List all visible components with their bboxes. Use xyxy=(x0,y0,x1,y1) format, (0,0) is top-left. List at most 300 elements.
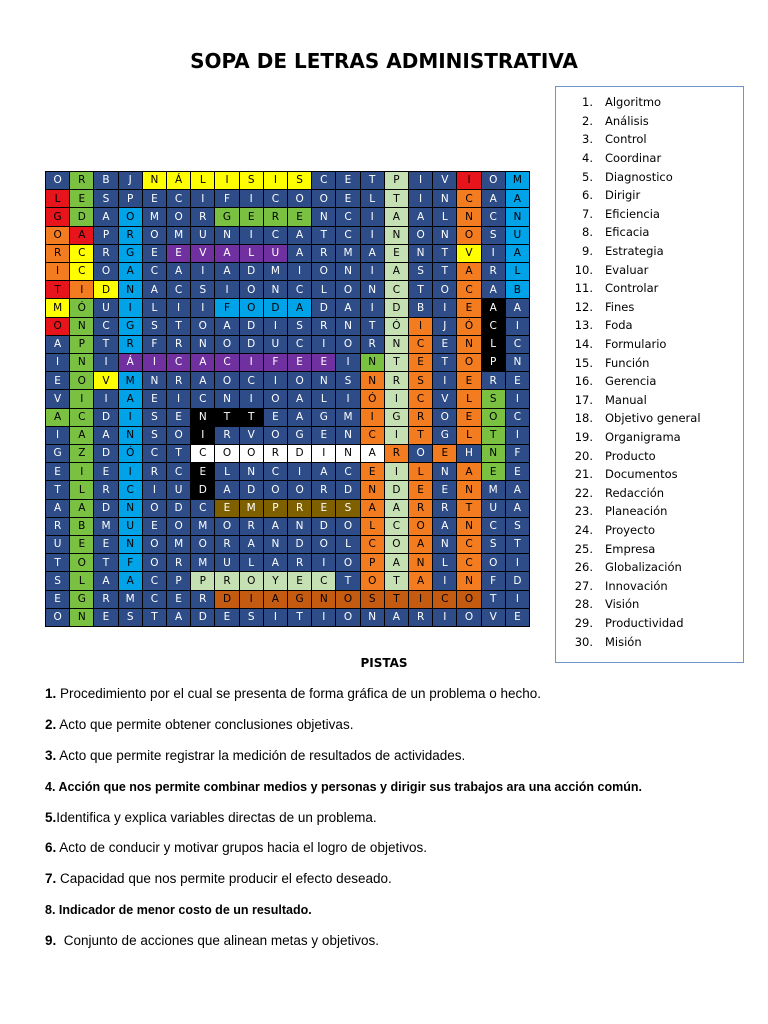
grid-cell: L xyxy=(240,554,263,571)
grid-cell: N xyxy=(143,172,166,189)
grid-cell: N xyxy=(433,536,456,553)
grid-cell: N xyxy=(457,481,480,498)
grid-cell: L xyxy=(482,336,505,353)
clue-text: Acto que permite obtener conclusiones objetivas. xyxy=(56,716,354,732)
grid-cell: I xyxy=(70,390,93,407)
word-list-item xyxy=(556,242,743,261)
grid-cell: Á xyxy=(119,354,142,371)
word-list-item xyxy=(556,428,743,447)
grid-cell: N xyxy=(70,318,93,335)
grid-cell: T xyxy=(46,554,69,571)
grid-cell: P xyxy=(385,172,408,189)
grid-cell: D xyxy=(70,208,93,225)
grid-cell: S xyxy=(191,281,214,298)
word-number: 15. xyxy=(574,355,593,370)
word-number: 25. xyxy=(574,541,593,556)
grid-cell: A xyxy=(215,481,238,498)
word-number: 30. xyxy=(574,634,593,649)
grid-cell: M xyxy=(336,245,359,262)
grid-cell: D xyxy=(312,299,335,316)
grid-cell: O xyxy=(433,281,456,298)
grid-cell: O xyxy=(361,572,384,589)
grid-cell: A xyxy=(167,263,190,280)
clue-number: 3. xyxy=(45,747,57,763)
grid-cell: J xyxy=(119,172,142,189)
grid-cell: A xyxy=(94,208,117,225)
grid-cell: I xyxy=(361,299,384,316)
grid-cell: R xyxy=(264,208,287,225)
grid-cell: D xyxy=(191,481,214,498)
word-number: 22. xyxy=(574,485,593,500)
word-list-box xyxy=(555,86,744,663)
grid-cell: O xyxy=(215,518,238,535)
grid-cell: T xyxy=(46,481,69,498)
grid-cell: D xyxy=(240,318,263,335)
grid-cell: I xyxy=(288,463,311,480)
grid-cell: O xyxy=(336,281,359,298)
grid-cell: E xyxy=(215,609,238,626)
word-text: Evaluar xyxy=(605,262,649,277)
grid-cell: C xyxy=(119,481,142,498)
grid-cell: S xyxy=(336,372,359,389)
word-number: 12. xyxy=(574,299,593,314)
grid-cell: N xyxy=(409,245,432,262)
grid-cell: N xyxy=(361,281,384,298)
grid-cell: C xyxy=(457,281,480,298)
grid-cell: U xyxy=(46,536,69,553)
grid-cell: O xyxy=(409,518,432,535)
grid-cell: S xyxy=(46,572,69,589)
grid-cell: L xyxy=(46,190,69,207)
grid-cell: N xyxy=(409,554,432,571)
word-text: Algoritmo xyxy=(605,95,662,110)
clue-text: Acto que permite registrar la medición de resultados de actividades. xyxy=(56,747,466,763)
grid-cell: L xyxy=(312,390,335,407)
grid-cell: O xyxy=(143,536,166,553)
grid-cell: C xyxy=(506,336,529,353)
grid-cell: I xyxy=(264,372,287,389)
clue-text: Procedimiento por el cual se presenta de forma gráfica de un problema o hecho. xyxy=(56,686,542,701)
grid-cell: A xyxy=(506,299,529,316)
grid-cell: A xyxy=(264,554,287,571)
grid-cell: C xyxy=(167,463,190,480)
grid-cell: O xyxy=(215,445,238,462)
grid-cell: T xyxy=(482,591,505,608)
grid-cell: P xyxy=(191,572,214,589)
grid-cell: A xyxy=(288,227,311,244)
grid-cell: O xyxy=(215,372,238,389)
word-number: 20. xyxy=(574,448,593,463)
grid-cell: A xyxy=(70,227,93,244)
word-number: 26. xyxy=(574,560,593,575)
grid-cell: N xyxy=(336,318,359,335)
grid-cell: C xyxy=(167,354,190,371)
grid-cell: I xyxy=(433,572,456,589)
grid-cell: E xyxy=(167,591,190,608)
grid-cell: O xyxy=(264,390,287,407)
grid-cell: N xyxy=(385,227,408,244)
grid-cell: R xyxy=(264,445,287,462)
word-text: Eficiencia xyxy=(605,206,660,221)
grid-cell: M xyxy=(191,518,214,535)
grid-cell: G xyxy=(46,208,69,225)
grid-cell: P xyxy=(119,190,142,207)
grid-cell: C xyxy=(191,390,214,407)
grid-cell: A xyxy=(70,427,93,444)
grid-cell: V xyxy=(482,609,505,626)
grid-cell: S xyxy=(143,318,166,335)
grid-cell: T xyxy=(385,572,408,589)
word-list-item xyxy=(556,539,743,558)
grid-cell: E xyxy=(70,190,93,207)
grid-cell: G xyxy=(433,427,456,444)
word-list-item xyxy=(556,205,743,224)
grid-cell: A xyxy=(167,609,190,626)
grid-cell: G xyxy=(312,409,335,426)
grid-cell: C xyxy=(361,536,384,553)
grid-cell: I xyxy=(409,591,432,608)
word-number: 11. xyxy=(574,281,593,296)
grid-cell: I xyxy=(385,390,408,407)
grid-cell: S xyxy=(482,390,505,407)
word-text: Dirigir xyxy=(605,188,641,203)
grid-cell: S xyxy=(288,318,311,335)
grid-cell: I xyxy=(215,172,238,189)
word-number: 13. xyxy=(574,318,593,333)
grid-cell: O xyxy=(191,536,214,553)
grid-cell: A xyxy=(506,500,529,517)
clue-text: Indicador de menor costo de un resultado. xyxy=(55,903,312,918)
grid-cell: G xyxy=(385,409,408,426)
word-text: Diagnostico xyxy=(605,169,673,184)
grid-cell: E xyxy=(433,445,456,462)
word-list-item xyxy=(556,335,743,354)
word-text: Estrategia xyxy=(605,244,664,259)
grid-cell: L xyxy=(240,245,263,262)
grid-cell: S xyxy=(288,172,311,189)
grid-cell: L xyxy=(361,518,384,535)
grid-cell: I xyxy=(385,463,408,480)
grid-cell: C xyxy=(336,463,359,480)
grid-cell: U xyxy=(482,500,505,517)
grid-cell: M xyxy=(119,372,142,389)
grid-cell: Á xyxy=(167,172,190,189)
word-list-item xyxy=(556,167,743,186)
grid-cell: N xyxy=(264,281,287,298)
grid-cell: T xyxy=(385,190,408,207)
grid-cell: E xyxy=(312,354,335,371)
word-text: Misión xyxy=(605,634,642,649)
word-text: Proyecto xyxy=(605,522,655,537)
word-list-item xyxy=(556,595,743,614)
grid-cell: N xyxy=(361,372,384,389)
grid-cell: I xyxy=(167,299,190,316)
grid-cell: O xyxy=(167,208,190,225)
word-text: Control xyxy=(605,132,647,147)
grid-cell: E xyxy=(433,481,456,498)
clue-item xyxy=(45,930,745,961)
grid-cell: O xyxy=(288,190,311,207)
grid-cell: A xyxy=(361,245,384,262)
grid-cell: I xyxy=(312,336,335,353)
word-text: Organigrama xyxy=(605,429,681,444)
grid-cell: M xyxy=(240,500,263,517)
grid-cell: C xyxy=(482,318,505,335)
grid-cell: R xyxy=(312,318,335,335)
grid-cell: L xyxy=(506,263,529,280)
grid-cell: N xyxy=(191,336,214,353)
clue-text: Acción que nos permite combinar medios y personas y dirigir sus trabajos ara una acción común. xyxy=(55,779,642,794)
word-text: Visión xyxy=(605,597,640,612)
grid-cell: R xyxy=(482,372,505,389)
grid-cell: N xyxy=(361,609,384,626)
grid-cell: B xyxy=(409,299,432,316)
grid-cell: O xyxy=(312,263,335,280)
grid-cell: O xyxy=(143,227,166,244)
grid-cell: G xyxy=(119,245,142,262)
grid-cell: N xyxy=(457,336,480,353)
grid-cell: D xyxy=(240,336,263,353)
grid-cell: E xyxy=(506,372,529,389)
grid-cell: A xyxy=(264,591,287,608)
grid-cell: N xyxy=(385,336,408,353)
grid-cell: A xyxy=(215,263,238,280)
grid-cell: C xyxy=(457,554,480,571)
word-text: Manual xyxy=(605,392,647,407)
grid-cell: J xyxy=(433,318,456,335)
grid-cell: A xyxy=(409,536,432,553)
clue-item xyxy=(45,837,745,868)
grid-cell: C xyxy=(457,536,480,553)
grid-cell: N xyxy=(506,208,529,225)
grid-cell: A xyxy=(385,500,408,517)
grid-cell: O xyxy=(409,445,432,462)
grid-cell: N xyxy=(457,572,480,589)
grid-cell: N xyxy=(506,354,529,371)
word-number: 2. xyxy=(582,113,593,128)
grid-cell: N xyxy=(119,281,142,298)
clue-number: 4. xyxy=(45,779,56,794)
grid-cell: C xyxy=(385,518,408,535)
grid-cell: I xyxy=(264,172,287,189)
grid-cell: P xyxy=(361,554,384,571)
grid-cell: E xyxy=(70,536,93,553)
grid-cell: O xyxy=(240,445,263,462)
grid-cell: O xyxy=(70,554,93,571)
grid-cell: C xyxy=(143,591,166,608)
grid-cell: A xyxy=(409,208,432,225)
grid-cell: O xyxy=(167,427,190,444)
grid-cell: C xyxy=(409,336,432,353)
grid-cell: N xyxy=(336,445,359,462)
grid-cell: E xyxy=(143,390,166,407)
grid-cell: C xyxy=(409,390,432,407)
grid-cell: A xyxy=(143,281,166,298)
grid-cell: T xyxy=(288,609,311,626)
clue-number: 8. xyxy=(45,903,56,918)
grid-cell: M xyxy=(264,263,287,280)
grid-cell: A xyxy=(119,572,142,589)
grid-cell: O xyxy=(70,372,93,389)
grid-cell: O xyxy=(119,208,142,225)
grid-cell: V xyxy=(457,245,480,262)
grid-cell: P xyxy=(167,572,190,589)
grid-cell: A xyxy=(119,263,142,280)
word-number: 8. xyxy=(582,225,593,240)
grid-cell: E xyxy=(457,409,480,426)
grid-cell: O xyxy=(457,609,480,626)
grid-cell: V xyxy=(433,172,456,189)
grid-cell: G xyxy=(70,591,93,608)
grid-cell: F xyxy=(143,336,166,353)
grid-cell: O xyxy=(167,518,190,535)
grid-cell: O xyxy=(46,227,69,244)
word-number: 1. xyxy=(582,95,593,110)
word-number: 29. xyxy=(574,615,593,630)
grid-cell: T xyxy=(482,427,505,444)
grid-cell: E xyxy=(457,372,480,389)
grid-cell: A xyxy=(361,445,384,462)
grid-cell: U xyxy=(264,245,287,262)
grid-cell: L xyxy=(191,172,214,189)
grid-cell: C xyxy=(264,463,287,480)
grid-cell: N xyxy=(433,190,456,207)
word-list-item xyxy=(556,353,743,372)
grid-cell: E xyxy=(143,245,166,262)
grid-cell: O xyxy=(336,591,359,608)
grid-cell: O xyxy=(336,518,359,535)
grid-cell: T xyxy=(312,227,335,244)
grid-cell: L xyxy=(457,390,480,407)
grid-cell: P xyxy=(94,227,117,244)
grid-cell: I xyxy=(119,463,142,480)
grid-cell: I xyxy=(240,227,263,244)
grid-cell: C xyxy=(94,318,117,335)
grid-cell: L xyxy=(433,208,456,225)
word-list-item xyxy=(556,130,743,149)
grid-cell: R xyxy=(312,481,335,498)
grid-cell: B xyxy=(94,172,117,189)
grid-cell: A xyxy=(264,518,287,535)
grid-cell: I xyxy=(240,390,263,407)
grid-cell: C xyxy=(70,263,93,280)
grid-cell: O xyxy=(457,227,480,244)
grid-cell: C xyxy=(143,263,166,280)
grid-cell: I xyxy=(264,609,287,626)
word-list-item xyxy=(556,632,743,651)
grid-cell: I xyxy=(409,190,432,207)
word-list-item xyxy=(556,502,743,521)
grid-cell: C xyxy=(433,591,456,608)
grid-cell: N xyxy=(191,409,214,426)
grid-cell: N xyxy=(119,536,142,553)
grid-cell: I xyxy=(94,390,117,407)
grid-cell: A xyxy=(385,554,408,571)
grid-cell: A xyxy=(385,263,408,280)
grid-cell: E xyxy=(312,427,335,444)
grid-cell: R xyxy=(46,245,69,262)
grid-cell: R xyxy=(119,227,142,244)
word-list-item xyxy=(556,558,743,577)
grid-cell: E xyxy=(94,463,117,480)
grid-cell: R xyxy=(46,518,69,535)
word-text: Empresa xyxy=(605,541,656,556)
grid-cell: A xyxy=(433,518,456,535)
grid-cell: D xyxy=(240,481,263,498)
grid-cell: Ó xyxy=(457,318,480,335)
grid-cell: T xyxy=(385,354,408,371)
grid-cell: N xyxy=(482,445,505,462)
grid-cell: F xyxy=(119,554,142,571)
grid-cell: U xyxy=(191,227,214,244)
grid-cell: R xyxy=(288,554,311,571)
word-number: 17. xyxy=(574,392,593,407)
grid-cell: C xyxy=(312,572,335,589)
grid-cell: E xyxy=(46,463,69,480)
word-text: Coordinar xyxy=(605,151,662,166)
grid-cell: G xyxy=(46,445,69,462)
grid-cell: A xyxy=(70,500,93,517)
grid-cell: D xyxy=(336,481,359,498)
grid-cell: R xyxy=(167,336,190,353)
grid-cell: L xyxy=(312,281,335,298)
word-text: Globalización xyxy=(605,560,682,575)
grid-cell: I xyxy=(312,554,335,571)
grid-cell: C xyxy=(506,409,529,426)
clue-item xyxy=(45,745,745,776)
word-list-item xyxy=(556,614,743,633)
grid-cell: I xyxy=(409,172,432,189)
grid-cell: I xyxy=(46,354,69,371)
pistas-title: PISTAS xyxy=(360,656,408,670)
grid-cell: N xyxy=(457,208,480,225)
grid-cell: Ó xyxy=(70,299,93,316)
grid-cell: P xyxy=(70,336,93,353)
grid-cell: A xyxy=(409,572,432,589)
grid-cell: O xyxy=(409,227,432,244)
grid-cell: N xyxy=(336,263,359,280)
grid-cell: U xyxy=(264,336,287,353)
word-number: 4. xyxy=(582,151,593,166)
grid-cell: D xyxy=(94,409,117,426)
grid-cell: R xyxy=(167,372,190,389)
grid-cell: M xyxy=(167,227,190,244)
grid-cell: E xyxy=(143,518,166,535)
grid-cell: L xyxy=(70,572,93,589)
clue-item xyxy=(45,683,745,714)
grid-cell: A xyxy=(312,463,335,480)
grid-cell: L xyxy=(433,554,456,571)
grid-cell: O xyxy=(143,500,166,517)
grid-cell: I xyxy=(506,390,529,407)
grid-cell: O xyxy=(143,554,166,571)
word-text: Foda xyxy=(605,318,633,333)
grid-cell: N xyxy=(312,208,335,225)
grid-cell: C xyxy=(288,281,311,298)
grid-cell: I xyxy=(119,409,142,426)
grid-cell: I xyxy=(240,354,263,371)
grid-cell: A xyxy=(288,409,311,426)
word-text: Objetivo general xyxy=(605,411,701,426)
grid-cell: D xyxy=(240,263,263,280)
grid-cell: A xyxy=(506,245,529,262)
grid-cell: L xyxy=(70,481,93,498)
grid-cell: N xyxy=(312,591,335,608)
grid-cell: E xyxy=(94,536,117,553)
grid-cell: I xyxy=(506,427,529,444)
grid-cell: D xyxy=(167,500,190,517)
grid-cell: I xyxy=(506,554,529,571)
